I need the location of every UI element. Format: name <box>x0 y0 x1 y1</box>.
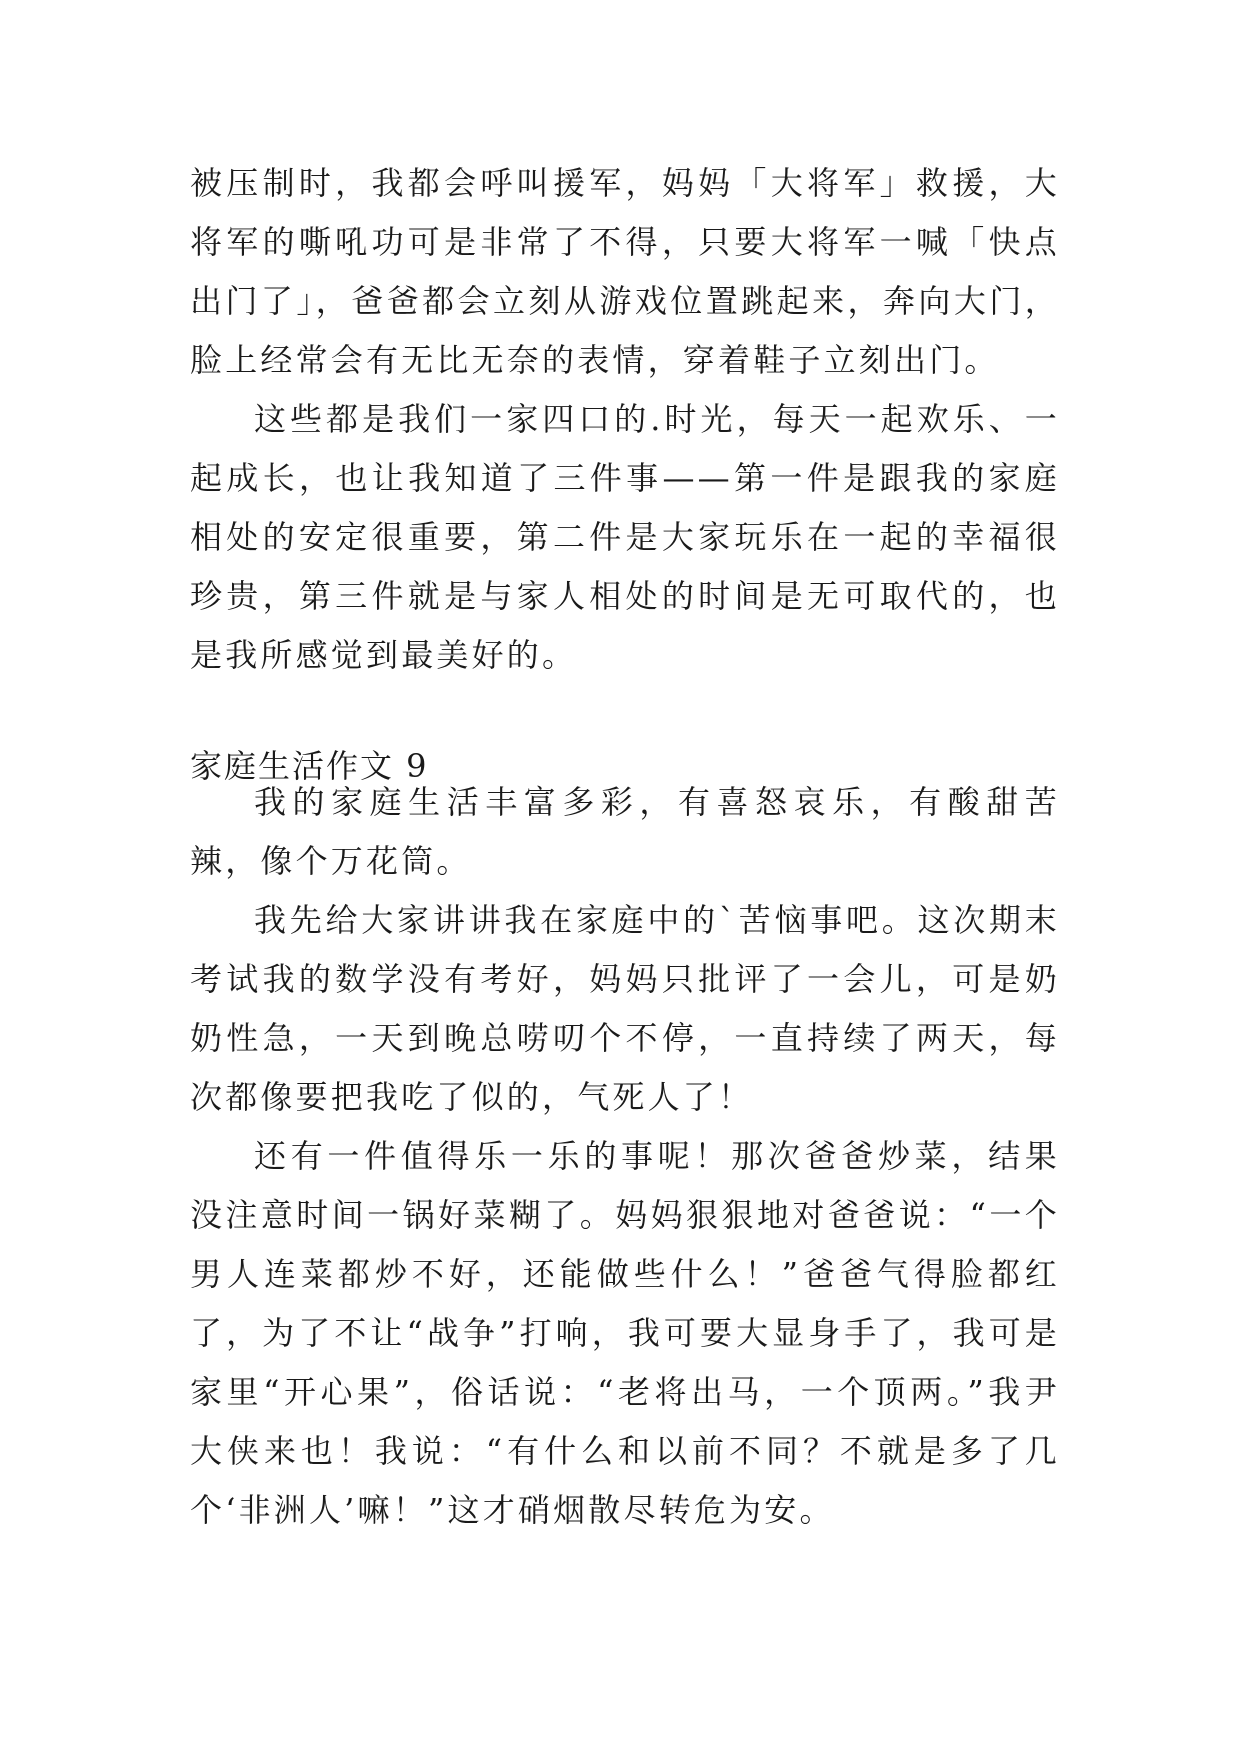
paragraph-intro: 我的家庭生活丰富多彩，有喜怒哀乐，有酸甜苦辣，像个万花筒。 <box>190 783 1060 880</box>
bottom-text-block <box>190 773 1060 1540</box>
paragraph-family-time: 这些都是我们一家四口的.时光，每天一起欢乐、一起成长，也让我知道了三件事——第一件是跟我的家庭相处的安定很重要，第二件是大家玩乐在一起的幸福很珍贵，第三件就是与家人相处的时间是无可取代的，也是我所感觉到最美好的。 <box>190 400 1060 674</box>
paragraph-funny-story: 还有一件值得乐一乐的事呢！那次爸爸炒菜，结果没注意时间一锅好菜糊了。妈妈狠狠地对爸爸说：“一个男人连菜都炒不好，还能做些什么！”爸爸气得脸都红了，为了不让“战争”打响，我可要大显身手了，我可是家里“开心果”，俗话说：“老将出马，一个顶两。”我尹大侠来也！我说：“有什么和以前不同？不就是多了几个‘非洲人’嘛！”这才硝烟散尽转危为安。 <box>190 1137 1060 1529</box>
paragraph-continuation: 被压制时，我都会呼叫援军，妈妈「大将军」救援，大将军的嘶吼功可是非常了不得，只要大将军一喊「快点出门了」，爸爸都会立刻从游戏位置跳起来，奔向大门，脸上经常会有无比无奈的表情，穿着鞋子立刻出门。 <box>190 164 1060 379</box>
top-text-block <box>190 154 1060 685</box>
section-title: 家庭生活作文 9 <box>190 747 429 785</box>
paragraph-worries: 我先给大家讲讲我在家庭中的`苦恼事吧。这次期末考试我的数学没有考好，妈妈只批评了一会儿，可是奶奶性急，一天到晚总唠叨个不停，一直持续了两天，每次都像要把我吃了似的，气死人了！ <box>190 901 1060 1116</box>
